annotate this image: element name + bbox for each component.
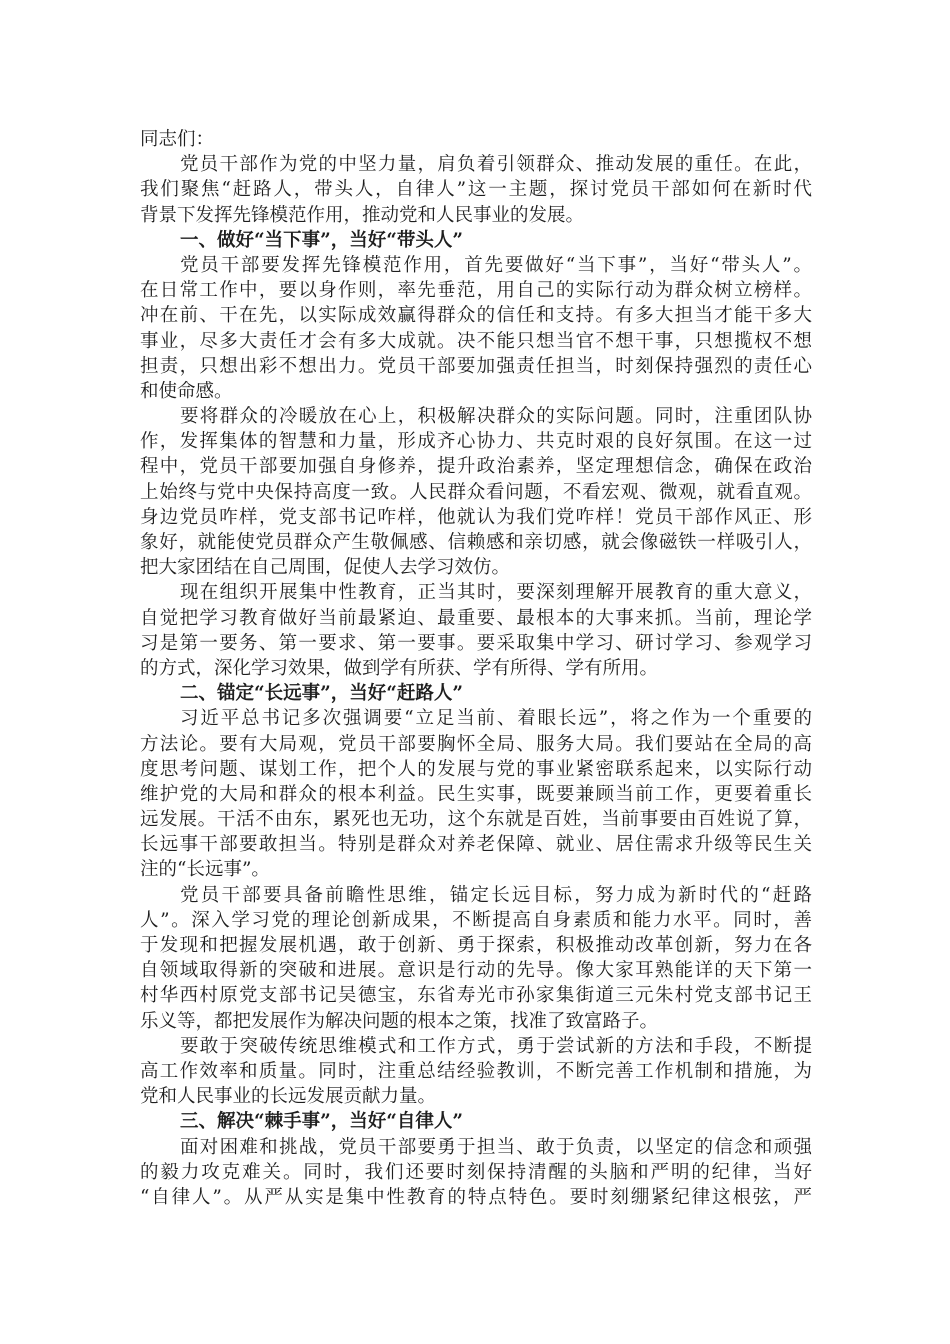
text-line: 维护党的大局和群众的根本利益。民生实事，既要兼顾当前工作，更要着重长 bbox=[140, 783, 812, 805]
text-line: 作，发挥集体的智慧和力量，形成齐心协力、共克时艰的良好氛围。在这一过 bbox=[140, 431, 812, 453]
text-line: 自领域取得新的突破和进展。意识是行动的先导。像大家耳熟能详的天下第一 bbox=[140, 960, 812, 982]
text-line: 同志们： bbox=[140, 129, 215, 150]
text-line: 我们聚焦“赶路人，带头人，自律人”这一主题，探讨党员干部如何在新时代 bbox=[140, 179, 812, 201]
paragraph bbox=[140, 580, 812, 681]
text-line: 要敢于突破传统思维模式和工作方式，勇于尝试新的方法和手段，不断提 bbox=[180, 1035, 812, 1057]
text-line: 在日常工作中，要以身作则，率先垂范，用自己的实际行动为群众树立榜样。 bbox=[140, 280, 812, 302]
text-line: 上始终与党中央保持高度一致。人民群众看问题，不看宏观、微观，就看直观。 bbox=[140, 481, 812, 503]
text-line: 要将群众的冷暖放在心上，积极解决群众的实际问题。同时，注重团队协 bbox=[180, 406, 812, 428]
text-line: 习是第一要务、第一要求、第一要事。要采取集中学习、研讨学习、参观学习 bbox=[140, 632, 812, 654]
text-line: 事业，尽多大责任才会有多大成就。决不能只想当官不想干事，只想揽权不想 bbox=[140, 330, 812, 352]
text-line: 自觉把学习教育做好当前最紧迫、最重要、最根本的大事来抓。当前，理论学 bbox=[140, 607, 812, 629]
text-line: 党员干部要发挥先锋模范作用，首先要做好“当下事”，当好“带头人”。 bbox=[180, 254, 812, 276]
text-line: 村华西村原党支部书记吴德宝，东省寿光市孙家集街道三元朱村党支部书记王 bbox=[140, 985, 812, 1007]
text-line: 现在组织开展集中性教育，正当其时，要深刻理解开展教育的重大意义， bbox=[180, 582, 812, 604]
paragraph bbox=[140, 404, 812, 580]
text-line: 象好，就能使党员群众产生敬佩感、信赖感和亲切感，就会像磁铁一样吸引人， bbox=[140, 532, 812, 553]
text-line: 身边党员咋样，党支部书记咋样，他就认为我们党咋样！党员干部作风正、形 bbox=[140, 506, 812, 528]
text-line: 二、锚定“长远事”，当好“赶路人” bbox=[180, 683, 464, 705]
text-line: 习近平总书记多次强调要“立足当前、着眼长远”，将之作为一个重要的 bbox=[180, 708, 812, 730]
text-line: 面对困难和挑战，党员干部要勇于担当、敢于负责，以坚定的信念和顽强 bbox=[180, 1136, 812, 1158]
section-heading bbox=[140, 228, 812, 253]
text-line: 冲在前、干在先，以实际成效赢得群众的信任和支持。有多大担当才能干多大 bbox=[140, 305, 812, 327]
text-line: 长远事干部要敢担当。特别是群众对养老保障、就业、居住需求升级等民生关 bbox=[140, 834, 812, 856]
document-body bbox=[140, 127, 812, 1210]
text-line: 注的“长远事”。 bbox=[140, 859, 270, 881]
text-line: 担责，只想出彩不想出力。党员干部要加强责任担当，时刻保持强烈的责任心 bbox=[140, 355, 812, 377]
text-line: “自律人”。从严从实是集中性教育的特点特色。要时刻绷紧纪律这根弦，严 bbox=[140, 1186, 812, 1208]
text-line: 方法论。要有大局观，党员干部要胸怀全局、服务大局。我们要站在全局的高 bbox=[140, 733, 812, 755]
text-line: 党员干部要具备前瞻性思维，锚定长远目标，努力成为新时代的“赶路 bbox=[180, 884, 812, 906]
text-line: 把大家团结在自己周围，促使人去学习效仿。 bbox=[140, 557, 511, 579]
text-line: 一、做好“当下事”，当好“带头人” bbox=[180, 229, 464, 251]
text-line: 程中，党员干部要加强自身修养，提升政治素养，坚定理想信念，确保在政治 bbox=[140, 456, 812, 478]
paragraph bbox=[140, 253, 812, 404]
text-line: 远发展。干活不由东，累死也无功，这个东就是百姓，当前事要由百姓说了算， bbox=[140, 809, 812, 831]
paragraph bbox=[140, 1034, 812, 1110]
text-line: 高工作效率和质量。同时，注重总结经验教训，不断完善工作机制和措施，为 bbox=[140, 1060, 812, 1082]
text-line: 党员干部作为党的中坚力量，肩负着引领群众、推动发展的重任。在此， bbox=[180, 154, 812, 176]
paragraph bbox=[140, 883, 812, 1034]
paragraph bbox=[140, 152, 812, 228]
paragraph bbox=[140, 706, 812, 882]
section-heading bbox=[140, 1109, 812, 1134]
text-line: 乐义等，都把发展作为解决问题的根本之策，找准了致富路子。 bbox=[140, 1010, 659, 1032]
text-line: 的方式，深化学习效果，做到学有所获、学有所得、学有所用。 bbox=[140, 657, 659, 679]
text-line: 党和人民事业的长远发展贡献力量。 bbox=[140, 1086, 437, 1108]
text-line: 三、解决“棘手事”，当好“自律人” bbox=[180, 1111, 464, 1133]
paragraph bbox=[140, 1135, 812, 1211]
text-line: 于发现和把握发展机遇，敢于创新、勇于探索，积极推动改革创新，努力在各 bbox=[140, 935, 812, 956]
text-line: 的毅力攻克难关。同时，我们还要时刻保持清醒的头脑和严明的纪律，当好 bbox=[140, 1161, 812, 1183]
text-line: 度思考问题、谋划工作，把个人的发展与党的事业紧密联系起来，以实际行动 bbox=[140, 758, 812, 780]
text-line: 和使命感。 bbox=[140, 380, 233, 402]
section-heading bbox=[140, 681, 812, 706]
salutation bbox=[140, 127, 812, 152]
text-line: 人”。深入学习党的理论创新成果，不断提高自身素质和能力水平。同时，善 bbox=[140, 909, 812, 931]
text-line: 背景下发挥先锋模范作用，推动党和人民事业的发展。 bbox=[140, 204, 585, 226]
